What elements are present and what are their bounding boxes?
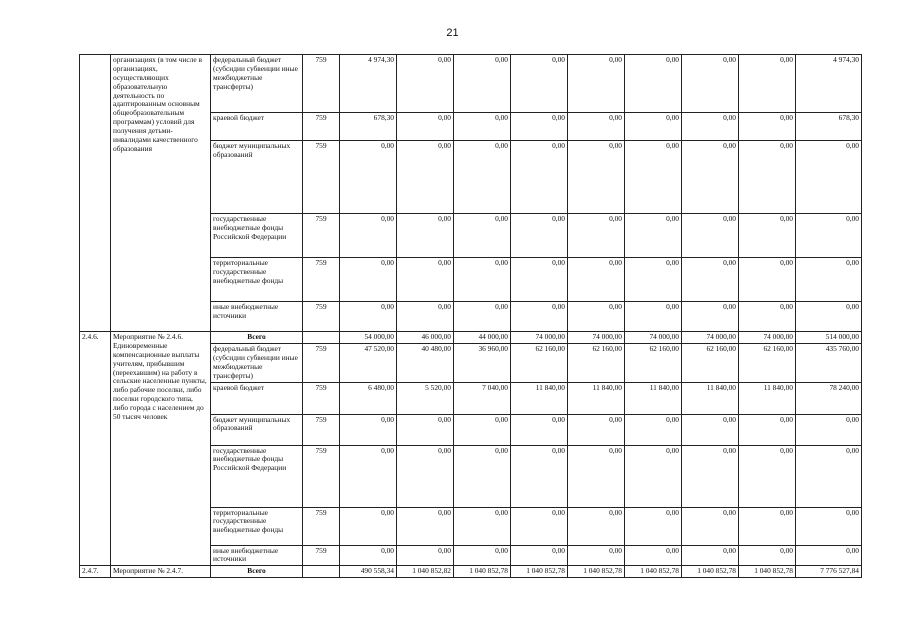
year-value: 1 040 852,78	[454, 566, 511, 578]
year-value: 74 000,00	[739, 332, 796, 344]
total-value: 0,00	[796, 214, 862, 258]
year-value: 0,00	[739, 258, 796, 302]
budget-table	[79, 54, 862, 578]
year-value: 0,00	[682, 445, 739, 507]
year-value: 0,00	[511, 302, 568, 332]
year-value: 0,00	[682, 507, 739, 545]
total-value: 0,00	[796, 302, 862, 332]
year-value: 5 520,00	[397, 382, 454, 414]
year-value: 0,00	[397, 141, 454, 214]
total-value: 0,00	[796, 545, 862, 566]
funding-source: Всего	[211, 332, 303, 344]
funding-source: Всего	[211, 566, 303, 578]
budget-code: 759	[303, 344, 340, 383]
year-value: 0,00	[511, 141, 568, 214]
year-value: 40 480,00	[397, 344, 454, 383]
year-value: 0,00	[625, 141, 682, 214]
year-value: 0,00	[397, 302, 454, 332]
year-value: 0,00	[511, 214, 568, 258]
year-value: 0,00	[511, 545, 568, 566]
year-value: 0,00	[568, 507, 625, 545]
year-value: 0,00	[682, 55, 739, 113]
year-value: 0,00	[454, 55, 511, 113]
funding-source: бюджет муниципальных образований	[211, 141, 303, 214]
year-value: 0,00	[568, 258, 625, 302]
year-value: 0,00	[625, 55, 682, 113]
total-value: 4 974,30	[796, 55, 862, 113]
year-value: 0,00	[682, 545, 739, 566]
year-value: 0,00	[568, 302, 625, 332]
year-value: 11 840,00	[568, 382, 625, 414]
year-value: 7 040,00	[454, 382, 511, 414]
item-index: 2.4.6.	[80, 332, 111, 566]
budget-code: 759	[303, 302, 340, 332]
funding-source: иные внебюджетные источники	[211, 545, 303, 566]
budget-code: 759	[303, 141, 340, 214]
year-value: 0,00	[340, 302, 397, 332]
year-value: 0,00	[454, 545, 511, 566]
year-value: 74 000,00	[511, 332, 568, 344]
funding-source: федеральный бюджет (субсидии субвенции иные межбюджетные трансферты)	[211, 344, 303, 383]
budget-code: 759	[303, 507, 340, 545]
year-value: 0,00	[568, 141, 625, 214]
year-value: 54 000,00	[340, 332, 397, 344]
year-value: 0,00	[682, 302, 739, 332]
year-value: 0,00	[454, 507, 511, 545]
year-value: 0,00	[454, 302, 511, 332]
total-value: 0,00	[796, 445, 862, 507]
funding-source: краевой бюджет	[211, 113, 303, 141]
budget-code: 759	[303, 214, 340, 258]
year-value: 0,00	[568, 214, 625, 258]
year-value: 0,00	[454, 445, 511, 507]
year-value: 0,00	[511, 507, 568, 545]
year-value: 0,00	[340, 214, 397, 258]
year-value: 36 960,00	[454, 344, 511, 383]
year-value: 11 840,00	[682, 382, 739, 414]
year-value: 0,00	[739, 113, 796, 141]
budget-code: 759	[303, 445, 340, 507]
year-value: 0,00	[397, 55, 454, 113]
funding-source: федеральный бюджет (субсидии субвенции иные межбюджетные трансферты)	[211, 55, 303, 113]
year-value: 1 040 852,78	[682, 566, 739, 578]
year-value: 1 040 852,78	[568, 566, 625, 578]
year-value: 0,00	[682, 113, 739, 141]
year-value: 11 840,00	[511, 382, 568, 414]
year-value: 0,00	[340, 141, 397, 214]
year-value: 0,00	[454, 258, 511, 302]
year-value: 74 000,00	[682, 332, 739, 344]
total-value: 0,00	[796, 258, 862, 302]
year-value: 0,00	[397, 258, 454, 302]
funding-source: иные внебюджетные источники	[211, 302, 303, 332]
year-value: 0,00	[625, 507, 682, 545]
year-value: 1 040 852,78	[625, 566, 682, 578]
year-value: 1 040 852,78	[739, 566, 796, 578]
year-value: 0,00	[625, 258, 682, 302]
year-value: 4 974,30	[340, 55, 397, 113]
year-value: 1 040 852,78	[511, 566, 568, 578]
funding-source: краевой бюджет	[211, 382, 303, 414]
funding-source: государственные внебюджетные фонды Российской Федерации	[211, 214, 303, 258]
year-value: 11 840,00	[739, 382, 796, 414]
item-index	[80, 55, 111, 332]
year-value: 0,00	[625, 214, 682, 258]
total-value: 0,00	[796, 414, 862, 445]
year-value: 0,00	[568, 445, 625, 507]
year-value: 0,00	[739, 545, 796, 566]
total-value: 0,00	[796, 507, 862, 545]
year-value: 0,00	[625, 414, 682, 445]
year-value: 0,00	[682, 141, 739, 214]
year-value: 0,00	[397, 545, 454, 566]
year-value: 0,00	[625, 302, 682, 332]
year-value: 44 000,00	[454, 332, 511, 344]
year-value: 0,00	[340, 258, 397, 302]
year-value: 74 000,00	[568, 332, 625, 344]
page-number: 21	[446, 27, 459, 39]
budget-code	[303, 332, 340, 344]
year-value: 0,00	[739, 141, 796, 214]
year-value: 46 000,00	[397, 332, 454, 344]
year-value: 0,00	[625, 113, 682, 141]
funding-source: территориальные государственные внебюджетные фонды	[211, 507, 303, 545]
year-value: 0,00	[340, 507, 397, 545]
year-value: 0,00	[454, 214, 511, 258]
budget-code: 759	[303, 382, 340, 414]
year-value: 0,00	[511, 258, 568, 302]
year-value: 62 160,00	[739, 344, 796, 383]
year-value: 0,00	[397, 507, 454, 545]
year-value: 0,00	[397, 214, 454, 258]
year-value: 490 558,34	[340, 566, 397, 578]
year-value: 0,00	[340, 414, 397, 445]
year-value: 0,00	[568, 414, 625, 445]
item-index: 2.4.7.	[80, 566, 111, 578]
year-value: 0,00	[454, 113, 511, 141]
budget-code: 759	[303, 113, 340, 141]
year-value: 0,00	[454, 414, 511, 445]
year-value: 62 160,00	[625, 344, 682, 383]
year-value: 0,00	[397, 445, 454, 507]
year-value: 1 040 852,82	[397, 566, 454, 578]
total-value: 0,00	[796, 141, 862, 214]
item-description: организациях (в том числе в организациях, осуществляющих образовательную деятельность по адаптированным основным общеобразовательным программам) условий для получения детьми-инвалидами качественного образования	[111, 55, 211, 332]
year-value: 0,00	[568, 55, 625, 113]
year-value: 0,00	[454, 141, 511, 214]
table-row	[80, 55, 862, 113]
year-value: 11 840,00	[625, 382, 682, 414]
budget-code	[303, 566, 340, 578]
year-value: 0,00	[340, 445, 397, 507]
year-value: 0,00	[625, 545, 682, 566]
year-value: 62 160,00	[682, 344, 739, 383]
year-value: 0,00	[340, 545, 397, 566]
year-value: 0,00	[682, 258, 739, 302]
total-value: 514 000,00	[796, 332, 862, 344]
budget-code: 759	[303, 55, 340, 113]
year-value: 0,00	[568, 113, 625, 141]
year-value: 6 480,00	[340, 382, 397, 414]
year-value: 0,00	[568, 545, 625, 566]
year-value: 0,00	[739, 214, 796, 258]
funding-source: территориальные государственные внебюджетные фонды	[211, 258, 303, 302]
year-value: 0,00	[739, 414, 796, 445]
year-value: 0,00	[739, 302, 796, 332]
year-value: 0,00	[511, 55, 568, 113]
item-description: Мероприятие № 2.4.7.	[111, 566, 211, 578]
year-value: 678,30	[340, 113, 397, 141]
year-value: 74 000,00	[625, 332, 682, 344]
year-value: 62 160,00	[568, 344, 625, 383]
total-value: 78 240,00	[796, 382, 862, 414]
table-row	[80, 566, 862, 578]
year-value: 0,00	[511, 414, 568, 445]
funding-source: бюджет муниципальных образований	[211, 414, 303, 445]
year-value: 0,00	[682, 414, 739, 445]
year-value: 0,00	[397, 414, 454, 445]
year-value: 0,00	[682, 214, 739, 258]
year-value: 47 520,00	[340, 344, 397, 383]
year-value: 0,00	[511, 445, 568, 507]
budget-code: 759	[303, 258, 340, 302]
year-value: 0,00	[625, 445, 682, 507]
funding-source: государственные внебюджетные фонды Российской Федерации	[211, 445, 303, 507]
total-value: 7 776 527,84	[796, 566, 862, 578]
year-value: 62 160,00	[511, 344, 568, 383]
year-value: 0,00	[511, 113, 568, 141]
budget-code: 759	[303, 414, 340, 445]
item-description: Мероприятие № 2.4.6. Единовременные компенсационные выплаты учителям, прибывшим (переехавшим) на работу в сельские населенные пункты, либо рабочие поселки, либо поселки городского типа, либо города с населением до 50 тысяч человек	[111, 332, 211, 566]
total-value: 678,30	[796, 113, 862, 141]
budget-code: 759	[303, 545, 340, 566]
table-row	[80, 332, 862, 344]
year-value: 0,00	[397, 113, 454, 141]
year-value: 0,00	[739, 445, 796, 507]
year-value: 0,00	[739, 507, 796, 545]
total-value: 435 760,00	[796, 344, 862, 383]
year-value: 0,00	[739, 55, 796, 113]
